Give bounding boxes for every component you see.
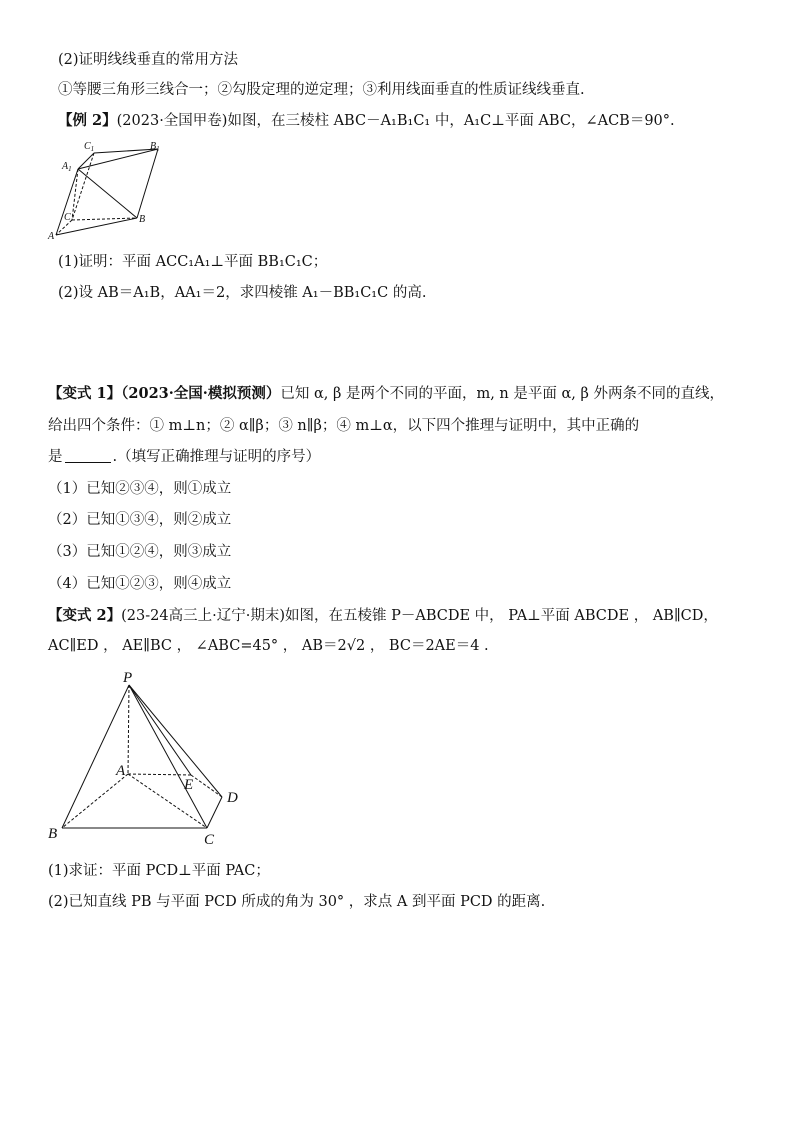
answer-blank[interactable]	[65, 448, 111, 463]
label-B: B	[139, 214, 146, 225]
variant1-line3-post: .（填写正确推理与证明的序号）	[112, 449, 321, 465]
label-A: A	[48, 231, 55, 242]
variant1-source: （2023·全国·模拟预测）	[121, 385, 281, 402]
prism-figure	[44, 136, 174, 244]
variant1-text1: 已知 α, β 是两个不同的平面，m, n 是平面 α, β 外两条不同的直线，	[280, 386, 724, 402]
variant2-text1: 如图，在五棱锥 P－ABCDE 中， PA⊥平面 ABCDE ， AB∥CD，	[284, 608, 718, 624]
variant1-option-4: （4）已知①②③，则④成立	[48, 576, 232, 592]
label-E: E	[184, 777, 194, 793]
label-C: C	[64, 212, 71, 223]
variant1-option-3: （3）已知①②④，则③成立	[48, 544, 232, 560]
variant1-line3	[48, 447, 320, 467]
example2-stem-line	[58, 111, 675, 131]
example2-q1: (1)证明：平面 ACC₁A₁⊥平面 BB₁C₁C；	[58, 254, 328, 270]
variant1-line3-pre: 是	[48, 449, 63, 465]
label-C2: C	[204, 832, 215, 848]
variant2-tag: 【变式 2】	[48, 607, 122, 624]
example2-stem: 如图，在三棱柱 ABC－A₁B₁C₁ 中，A₁C⊥平面 ABC，∠ACB＝90°.	[227, 113, 675, 129]
example2-q2: (2)设 AB＝A₁B，AA₁＝2，求四棱锥 A₁－BB₁C₁C 的高.	[58, 285, 427, 301]
label-D: D	[227, 790, 238, 806]
example2-tag: 【例 2】	[58, 112, 117, 129]
variant1-option-2: （2）已知①③④，则②成立	[48, 512, 232, 528]
example2-source: (2023·全国甲卷)	[116, 113, 228, 129]
section-heading: (2)证明线线垂直的常用方法	[58, 52, 239, 68]
variant2-q2: (2)已知直线 PB 与平面 PCD 所成的角为 30° ，求点 A 到平面 PCD 的距离.	[48, 894, 546, 910]
variant2-line1	[48, 606, 718, 626]
label-A2: A	[116, 763, 126, 779]
label-A1: $A_1$	[62, 161, 72, 173]
variant2-q1: (1)求证：平面 PCD⊥平面 PAC；	[48, 863, 270, 879]
label-B2: B	[48, 826, 58, 842]
pyramid-figure	[44, 668, 254, 848]
variant1-tag: 【变式 1】	[48, 385, 122, 402]
variant1-line1	[48, 384, 724, 404]
label-C1: $C_1$	[84, 141, 95, 153]
variant1-line2: 给出四个条件：① m⊥n；② α∥β；③ n∥β；④ m⊥α，以下四个推理与证明中，其中正确的	[48, 418, 640, 434]
label-B1: $B_1$	[150, 141, 160, 153]
variant2-line2: AC∥ED ， AE∥BC ， ∠ABC=45° ， AB＝2√2 ， BC＝2AE＝4 .	[48, 638, 489, 654]
variant1-option-1: （1）已知②③④，则①成立	[48, 481, 232, 497]
methods-text: ①等腰三角形三线合一；②勾股定理的逆定理；③利用线面垂直的性质证线线垂直.	[58, 82, 585, 98]
label-P: P	[123, 670, 133, 686]
variant2-source: (23-24高三上·辽宁·期末)	[121, 608, 285, 624]
